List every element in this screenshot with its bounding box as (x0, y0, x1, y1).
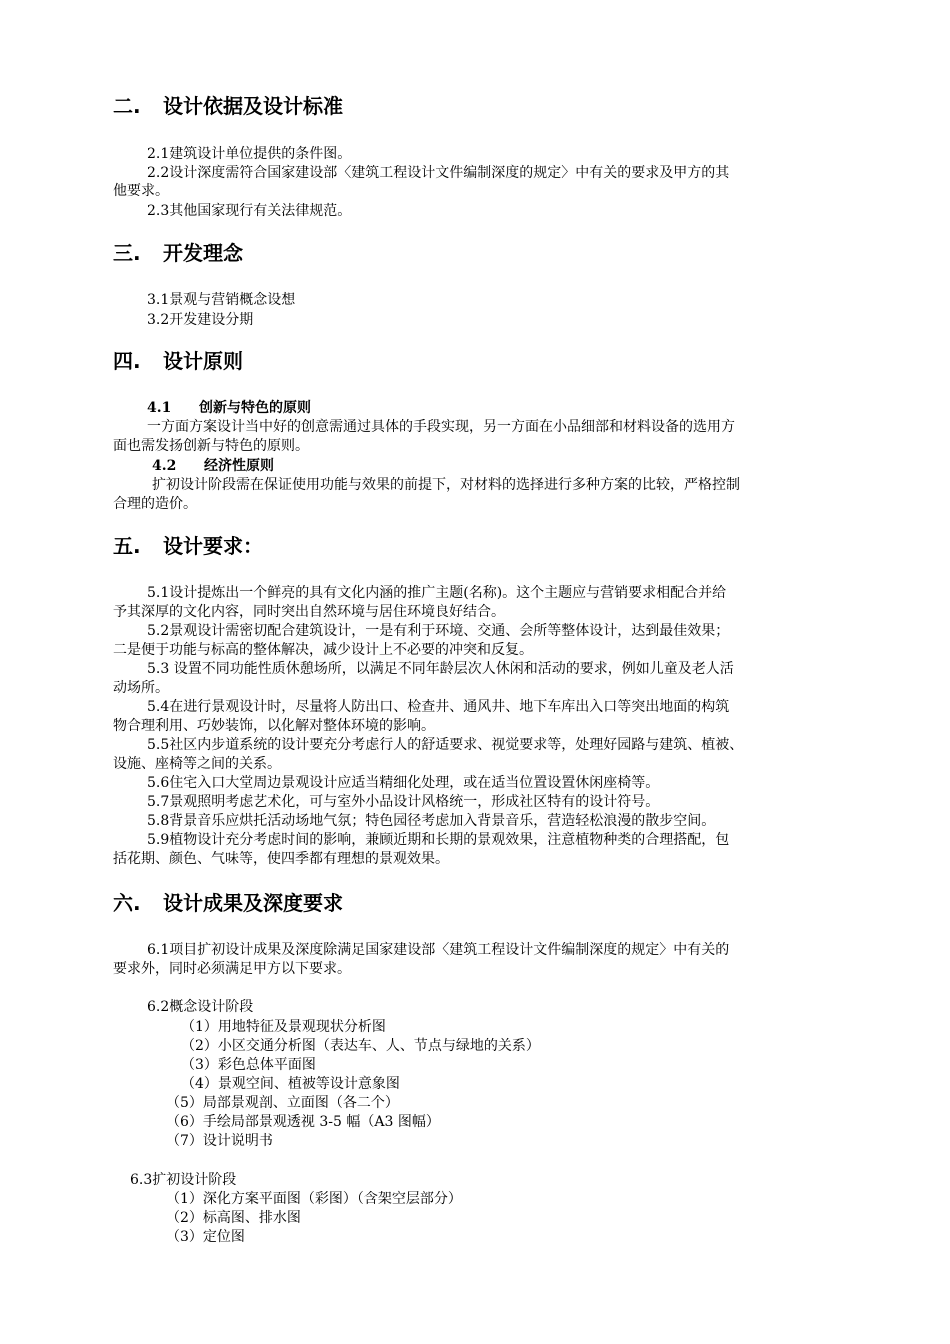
paragraph-line: 面也需发扬创新与特色的原则。 (113, 438, 309, 454)
list-item: （3）彩色总体平面图 (181, 1057, 316, 1073)
paragraph-line: 5.4在进行景观设计时，尽量将人防出口、检查井、通风井、地下车库出入口等突出地面的构筑 (147, 699, 730, 715)
subheading-4-1: 4.1 创新与特色的原则 (147, 400, 311, 416)
section-title: 设计原则 (163, 349, 243, 373)
paragraph-line: 二是便于功能与标高的整体解决，减少设计上不必要的冲突和反复。 (113, 642, 533, 658)
section-title: 设计要求： (163, 534, 263, 558)
list-item: （4）景观空间、植被等设计意象图 (181, 1076, 400, 1092)
paragraph-line: 2.3其他国家现行有关法律规范。 (147, 203, 352, 219)
stage-heading-6-3: 6.3扩初设计阶段 (130, 1172, 237, 1188)
list-item: （2）小区交通分析图（表达车、人、节点与绿地的关系） (181, 1038, 540, 1054)
paragraph-line: 动场所。 (113, 680, 169, 696)
paragraph-line: 5.8背景音乐应烘托活动场地气氛；特色园径考虑加入背景音乐，营造轻松浪漫的散步空间。 (147, 813, 716, 829)
list-item: （5）局部景观剖、立面图（各二个） (166, 1095, 399, 1111)
section-heading-4: 四. 设计原则 (113, 349, 243, 373)
paragraph-line: 5.2景观设计需密切配合建筑设计，一是有利于环境、交通、会所等整体设计，达到最佳效果； (147, 623, 730, 639)
list-item: （3）定位图 (166, 1229, 245, 1245)
paragraph-line: 予其深厚的文化内容，同时突出自然环境与居住环境良好结合。 (113, 604, 505, 620)
paragraph-line: 5.3 设置不同功能性质休憩场所，以满足不同年龄层次人休闲和活动的要求，例如儿童及老人活 (147, 661, 734, 677)
paragraph-line: 5.9植物设计充分考虑时间的影响，兼顾近期和长期的景观效果，注意植物种类的合理搭配，包 (147, 832, 730, 848)
paragraph-line: 设施、座椅等之间的关系。 (113, 756, 281, 772)
section-heading-5: 五. 设计要求： (113, 534, 263, 558)
section-title: 设计成果及深度要求 (163, 891, 343, 915)
paragraph-line: 扩初设计阶段需在保证使用功能与效果的前提下，对材料的选择进行多种方案的比较，严格控制 (152, 477, 740, 493)
paragraph-line: 5.5社区内步道系统的设计要充分考虑行人的舒适要求、视觉要求等，处理好园路与建筑、植被、 (147, 737, 744, 753)
paragraph-line: 他要求。 (113, 183, 169, 199)
list-item: （1）用地特征及景观现状分析图 (181, 1019, 386, 1035)
paragraph-line: 物合理利用、巧妙装饰，以化解对整体环境的影响。 (113, 718, 435, 734)
paragraph-line: 括花期、颜色、气味等，使四季都有理想的景观效果。 (113, 851, 449, 867)
paragraph-line: 2.2设计深度需符合国家建设部〈建筑工程设计文件编制深度的规定〉中有关的要求及甲方的其 (147, 165, 730, 181)
list-item: （6）手绘局部景观透视 3-5 幅（A3 图幅） (166, 1114, 440, 1130)
paragraph-line: 合理的造价。 (113, 496, 197, 512)
paragraph-line: 5.1设计提炼出一个鲜亮的具有文化内涵的推广主题(名称)。这个主题应与营销要求相配合并给 (147, 585, 727, 601)
paragraph-line: 5.7景观照明考虑艺术化，可与室外小品设计风格统一，形成社区特有的设计符号。 (147, 794, 660, 810)
paragraph-line: 要求外，同时必须满足甲方以下要求。 (113, 961, 351, 977)
list-item: （1）深化方案平面图（彩图）（含架空层部分） (166, 1191, 462, 1207)
subheading-4-2: 4.2 经济性原则 (152, 458, 274, 474)
section-heading-3: 三. 开发理念 (113, 241, 243, 265)
section-heading-2: 二. 设计依据及设计标准 (113, 94, 343, 118)
list-item: （2）标高图、排水图 (166, 1210, 301, 1226)
section-heading-6: 六. 设计成果及深度要求 (113, 891, 343, 915)
stage-heading-6-2: 6.2概念设计阶段 (147, 999, 254, 1015)
list-item: （7）设计说明书 (166, 1133, 273, 1149)
section-title: 开发理念 (163, 241, 243, 265)
paragraph-line: 6.1项目扩初设计成果及深度除满足国家建设部〈建筑工程设计文件编制深度的规定〉中有关的 (147, 942, 730, 958)
paragraph-line: 2.1建筑设计单位提供的条件图。 (147, 146, 352, 162)
paragraph-line: 3.1景观与营销概念设想 (147, 292, 296, 308)
paragraph-line: 5.6住宅入口大堂周边景观设计应适当精细化处理，或在适当位置设置休闲座椅等。 (147, 775, 660, 791)
paragraph-line: 3.2开发建设分期 (147, 312, 254, 328)
paragraph-line: 一方面方案设计当中好的创意需通过具体的手段实现，另一方面在小品细部和材料设备的选用方 (147, 419, 735, 435)
section-title: 设计依据及设计标准 (163, 94, 343, 118)
